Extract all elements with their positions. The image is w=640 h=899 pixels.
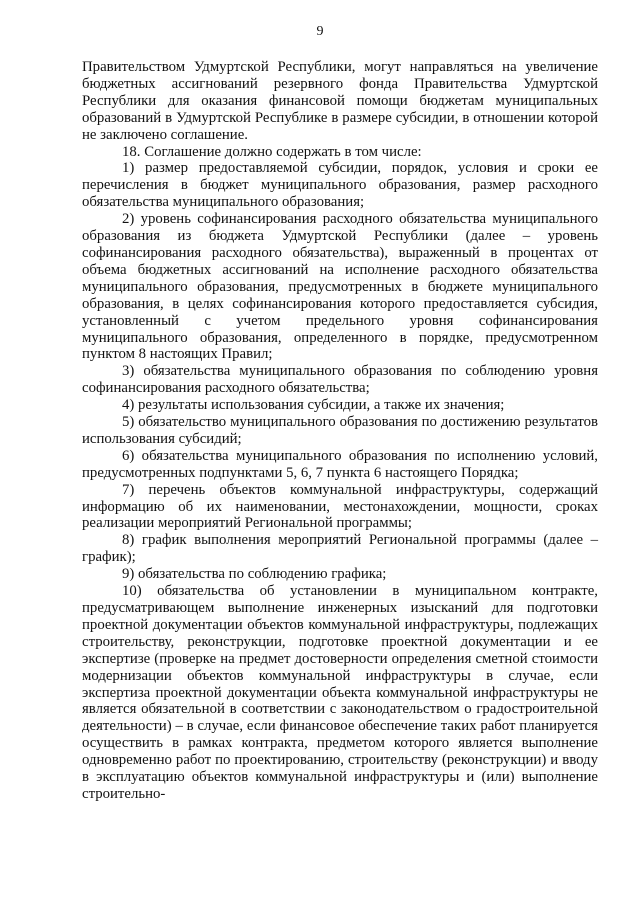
paragraph-item-4: 4) результаты использования субсидии, а также их значения; bbox=[122, 397, 505, 414]
paragraph-item-2: 2) уровень софинансирования расходного обязательства муниципального образования из бюджета Удмуртской Республики (далее – уровень софинансирования расходного обязательства), выраженный в процентах от объема бюджетных ассигнований на исполнение расходного обязательства муниципального образования, предусмотренных в бюджете муниципального образования, в целях софинансирования которого предоставляется субсидия, установленный с учетом предельного уровня софинансирования муниципального образования, определенного в порядке, предусмотренном пунктом 8 настоящих Правил; bbox=[82, 211, 598, 363]
paragraph-item-1: 1) размер предоставляемой субсидии, порядок, условия и сроки ее перечисления в бюджет муниципального образования, размер расходного обязательства муниципального образования; bbox=[82, 160, 598, 211]
paragraph-item-5: 5) обязательство муниципального образования по достижению результатов использования субсидий; bbox=[82, 414, 598, 447]
paragraph-item-7: 7) перечень объектов коммунальной инфраструктуры, содержащий информацию об их наименовании, местонахождении, мощности, сроках реализации мероприятий Региональной программы; bbox=[82, 481, 598, 532]
paragraph-item-3: 3) обязательства муниципального образования по соблюдению уровня софинансирования расходного обязательства; bbox=[82, 363, 598, 397]
paragraph-item-6: 6) обязательства муниципального образования по исполнению условий, предусмотренных подпунктами 5, 6, 7 пункта 6 настоящего Порядка; bbox=[82, 447, 598, 481]
paragraph-continuation: Правительством Удмуртской Республики, могут направляться на увеличение бюджетных ассигнований резервного фонда Правительства Удмуртской Республики для оказания финансовой помощи бюджетам муниципальных образований в Удмуртской Республике в размере субсидии, в отношении которой не заключено соглашение. bbox=[82, 59, 598, 143]
paragraph-item-8: 8) график выполнения мероприятий Региональной программы (далее – график); bbox=[82, 532, 598, 566]
paragraph-clause-18: 18. Соглашение должно содержать в том числе: bbox=[122, 143, 422, 160]
page-number: 9 bbox=[316, 24, 324, 39]
paragraph-item-10: 10) обязательства об установлении в муниципальном контракте, предусматривающем выполнение инженерных изысканий для подготовки проектной документации объектов коммунальной инфраструктуры, подлежащих строительству, реконструкции, подготовке проектной документации и ее экспертизе (проверке на предмет достоверности определения сметной стоимости модернизации объектов коммунальной инфраструктуры в случае, если экспертиза проектной документации объекта коммунальной инфраструктуры не является обязательной в соответствии с законодательством о градостроительной деятельности) – в случае, если финансовое обеспечение таких работ планируется осуществить в рамках контракта, предметом которого является выполнение одновременно работ по проектированию, строительству (реконструкции) и вводу в эксплуатацию объектов коммунальной инфраструктуры и (или) выполнение строительно- bbox=[82, 583, 598, 802]
document-body bbox=[82, 59, 598, 803]
paragraph-item-9: 9) обязательства по соблюдению графика; bbox=[122, 566, 387, 583]
